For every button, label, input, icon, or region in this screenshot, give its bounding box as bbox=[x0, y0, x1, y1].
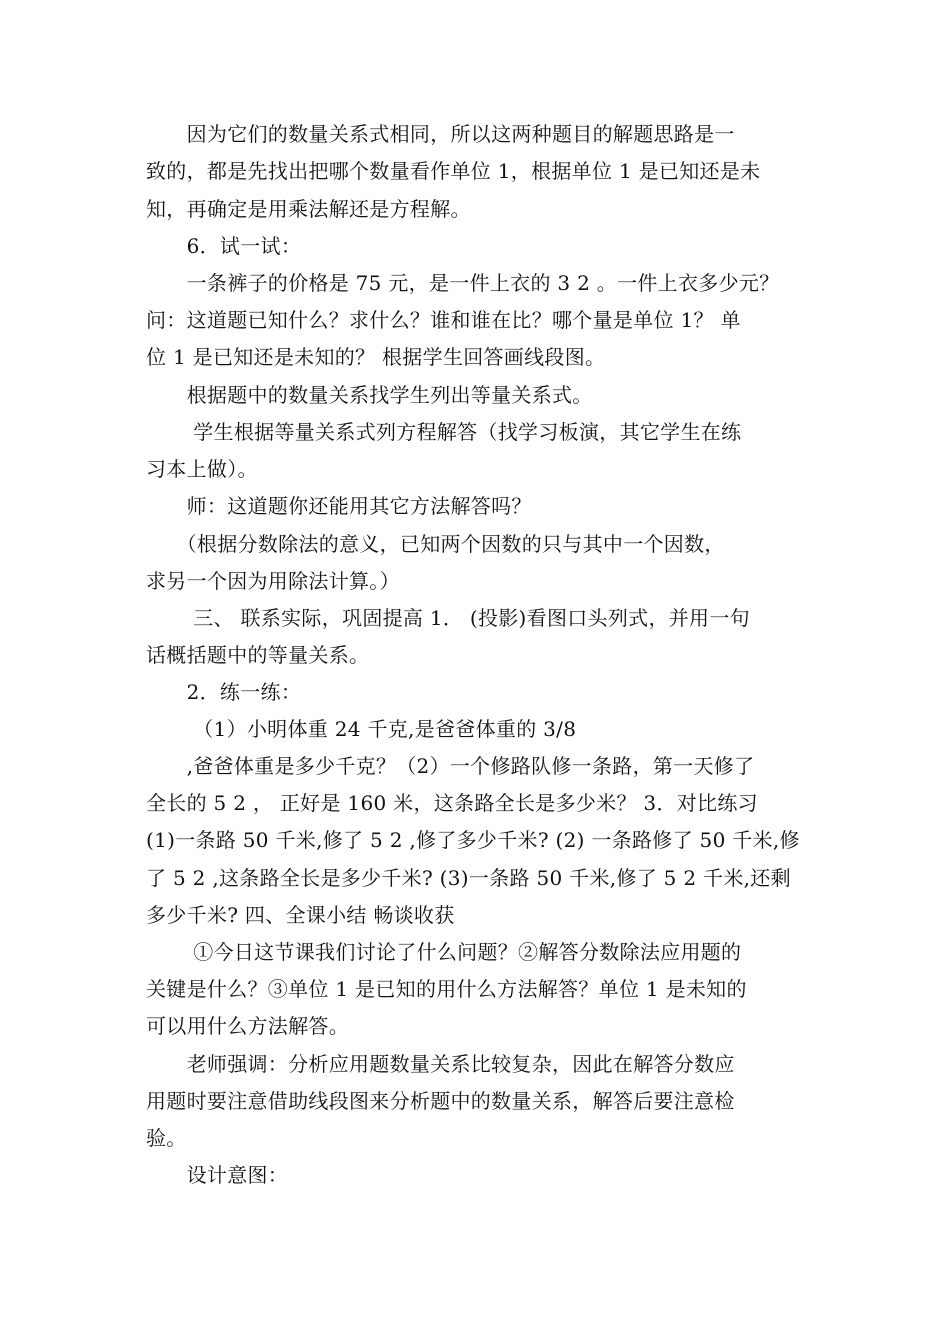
text-line: (1)一条路 50 千米,修了 5 2 ,修了多少千米? (2) 一条路修了 50 千米,修 bbox=[146, 828, 800, 852]
text-line: 知，再确定是用乘法解还是方程解。 bbox=[146, 197, 471, 221]
text-line: 因为它们的数量关系式相同，所以这两种题目的解题思路是一 bbox=[146, 122, 735, 146]
text-line: （根据分数除法的意义，已知两个因数的只与其中一个因数， bbox=[146, 532, 725, 556]
text-line: 验。 bbox=[146, 1126, 187, 1150]
text-line: 2．练一练： bbox=[146, 680, 302, 704]
text-line: 老师强调：分析应用题数量关系比较复杂，因此在解答分数应 bbox=[146, 1052, 735, 1076]
text-line: 6．试一试： bbox=[146, 234, 302, 258]
text-line: 设计意图： bbox=[146, 1163, 289, 1187]
text-line: 可以用什么方法解答。 bbox=[146, 1014, 349, 1038]
text-line: 问：这道题已知什么？求什么？谁和谁在比？哪个量是单位 1？ 单 bbox=[146, 308, 741, 332]
text-line: 习本上做）。 bbox=[146, 457, 258, 481]
text-line: （1）小明体重 24 千克,是爸爸体重的 3/8 bbox=[146, 717, 577, 741]
text-line: 了 5 2 ,这条路全长是多少千米? (3)一条路 50 千米,修了 5 2 千米,还剩 bbox=[146, 866, 791, 890]
text-line: ,爸爸体重是多少千克？（2）一个修路队修一条路，第一天修了 bbox=[146, 754, 755, 778]
text-line: 全长的 5 2 ， 正好是 160 米，这条路全长是多少米？ 3．对比练习 bbox=[146, 791, 758, 815]
text-line: 一条裤子的价格是 75 元，是一件上衣的 3 2 。一件上衣多少元？ bbox=[146, 271, 780, 295]
text-line: 求另一个因为用除法计算。） bbox=[146, 569, 400, 593]
text-line: 多少千米? 四、全课小结 畅谈收获 bbox=[146, 903, 455, 927]
text-line: 根据题中的数量关系找学生列出等量关系式。 bbox=[146, 383, 593, 407]
text-line: 师：这道题你还能用其它方法解答吗？ bbox=[146, 494, 532, 518]
text-line: 话概括题中的等量关系。 bbox=[146, 643, 370, 667]
text-line: 关键是什么？③单位 1 是已知的用什么方法解答？单位 1 是未知的 bbox=[146, 977, 747, 1001]
text-line: ①今日这节课我们讨论了什么问题？②解答分数除法应用题的 bbox=[146, 940, 742, 964]
text-line: 用题时要注意借助线段图来分析题中的数量关系，解答后要注意检 bbox=[146, 1089, 735, 1113]
text-line: 学生根据等量关系式列方程解答（找学习板演，其它学生在练 bbox=[146, 420, 742, 444]
text-line: 致的，都是先找出把哪个数量看作单位 1，根据单位 1 是已知还是未 bbox=[146, 159, 761, 183]
text-line: 三、 联系实际，巩固提高 1． (投影)看图口头列式，并用一句 bbox=[146, 606, 750, 630]
text-line: 位 1 是已知还是未知的？ 根据学生回答画线段图。 bbox=[146, 345, 606, 369]
